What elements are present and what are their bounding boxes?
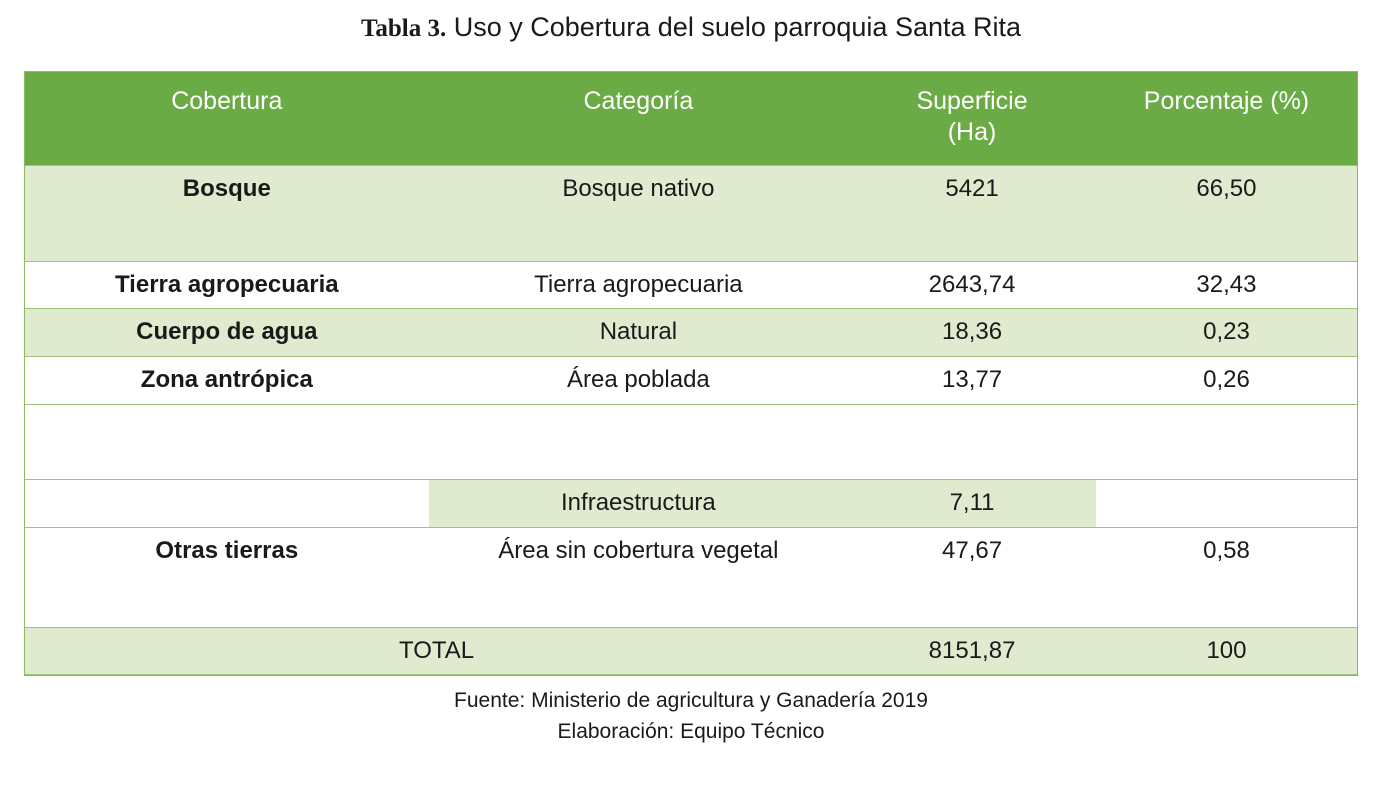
table-row [25,165,1357,261]
table-row [25,309,1357,357]
cell-superficie: 7,11 [848,479,1096,527]
cell-porcentaje [1096,479,1357,527]
table-row [25,357,1357,405]
cell-cobertura: Zona antrópica [25,357,429,405]
cell-cobertura: Cuerpo de agua [25,309,429,357]
column-header-superficie [848,72,1096,165]
spacer-cell [1096,404,1357,479]
cell-cobertura: Tierra agropecuaria [25,261,429,309]
cell-categoria: Infraestructura [429,479,849,527]
table-header-row [25,72,1357,165]
cell-superficie: 2643,74 [848,261,1096,309]
source-line: Fuente: Ministerio de agricultura y Ganadería 2019 [454,689,928,713]
table-caption-label: Tabla 3. [360,15,447,42]
column-header-superficie-line1: Superficie [916,87,1028,115]
cell-total-porcentaje: 100 [1096,627,1357,675]
table-spacer-row [25,404,1357,479]
cell-porcentaje: 0,58 [1096,527,1357,627]
table-header [25,72,1357,165]
cell-total-label: TOTAL [25,627,848,675]
table-row [25,479,1357,527]
table-footnote [0,686,1382,747]
table-caption [0,0,1382,43]
column-header-porcentaje: Porcentaje (%) [1096,72,1357,165]
cell-total-superficie: 8151,87 [848,627,1096,675]
cell-categoria: Natural [429,309,849,357]
table-row [25,527,1357,627]
spacer-cell [429,404,849,479]
spacer-cell [25,404,429,479]
cell-porcentaje: 32,43 [1096,261,1357,309]
cell-cobertura [25,479,429,527]
cell-categoria: Área sin cobertura vegetal [429,527,849,627]
cell-superficie: 13,77 [848,357,1096,405]
cell-porcentaje: 0,23 [1096,309,1357,357]
table-row [25,261,1357,309]
cell-superficie: 5421 [848,165,1096,261]
land-cover-table-container [24,71,1358,676]
cell-cobertura: Bosque [25,165,429,261]
cell-porcentaje: 66,50 [1096,165,1357,261]
column-header-categoria: Categoría [429,72,849,165]
elaboration-line: Elaboración: Equipo Técnico [557,719,825,743]
table-total-row [25,627,1357,675]
cell-cobertura: Otras tierras [25,527,429,627]
spacer-cell [848,404,1096,479]
table-caption-text: Uso y Cobertura del suelo parroquia Santa Rita [446,12,1022,42]
table-body [25,165,1357,675]
cell-porcentaje: 0,26 [1096,357,1357,405]
land-cover-table [25,72,1357,675]
cell-superficie: 18,36 [848,309,1096,357]
column-header-cobertura: Cobertura [25,72,429,165]
cell-categoria: Área poblada [429,357,849,405]
cell-categoria: Tierra agropecuaria [429,261,849,309]
column-header-superficie-line2: (Ha) [947,118,997,147]
cell-superficie: 47,67 [848,527,1096,627]
cell-categoria: Bosque nativo [429,165,849,261]
